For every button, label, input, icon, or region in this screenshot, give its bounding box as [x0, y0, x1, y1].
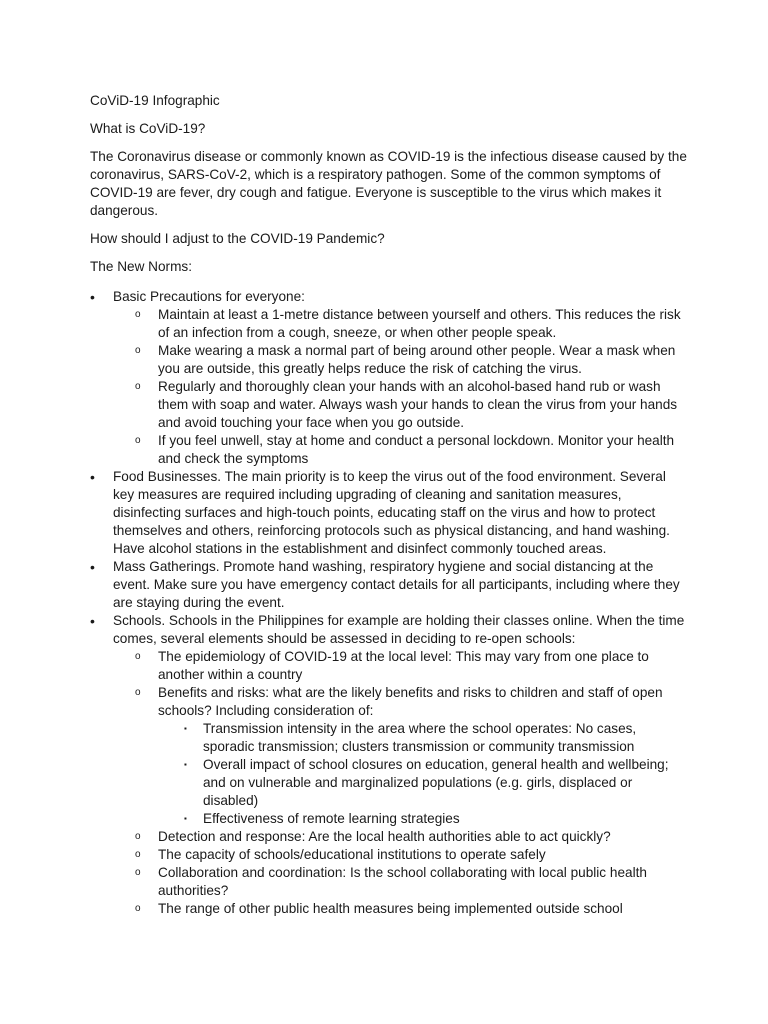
list-item — [90, 432, 690, 468]
square-marker: ▪ — [184, 724, 187, 733]
list-item-text: Mass Gatherings. Promote hand washing, respiratory hygiene and social distancing at the event. Make sure you have emergency contact details for all participants, including where they are staying during the event. — [113, 559, 680, 610]
circle-marker: o — [135, 381, 141, 392]
new-norms-heading: The New Norms: — [90, 259, 192, 274]
list-item — [90, 900, 690, 918]
intro-paragraph: The Coronavirus disease or commonly known as COVID-19 is the infectious disease caused by the coronavirus, SARS-CoV-2, which is a respiratory pathogen. Some of the common symptoms of COVID-19 are fever, dry cough and fatigue. Everyone is susceptible to the virus which makes it dangerous. — [90, 149, 687, 218]
list-item-text: Transmission intensity in the area where the school operates: No cases, sporadic transmission; clusters transmission or community transmission — [203, 721, 637, 754]
circle-marker: o — [135, 903, 141, 914]
list-item-text: The epidemiology of COVID-19 at the local level: This may vary from one place to another within a country — [158, 649, 649, 682]
list-item-text: Effectiveness of remote learning strategies — [203, 811, 460, 826]
list-item-text: If you feel unwell, stay at home and conduct a personal lockdown. Monitor your health and check the symptoms — [158, 433, 675, 466]
list-item — [90, 342, 690, 378]
list-item-label: Basic Precautions for everyone: — [113, 289, 305, 304]
circle-marker: o — [135, 849, 141, 860]
square-marker: ▪ — [184, 814, 187, 823]
question-what-is-covid: What is CoViD-19? — [90, 121, 206, 136]
list-item — [90, 720, 690, 756]
list-item-text: Benefits and risks: what are the likely benefits and risks to children and staff of open schools? Including consideration of: — [158, 685, 663, 718]
list-item — [90, 810, 690, 828]
list-item — [90, 378, 690, 432]
list-item-text: Regularly and thoroughly clean your hands with an alcohol-based hand rub or wash them with soap and water. Always wash your hands to clean the virus from your hands and avoid touching your face when you go outside. — [158, 379, 678, 430]
list-item-food-businesses — [90, 468, 690, 558]
list-item-text: Food Businesses. The main priority is to keep the virus out of the food environment. Several key measures are required including upgrading of cleaning and sanitation measures, disinfecting surfaces and high-touch points, educating staff on the virus and how to protect themselves and others, reinforcing protocols such as physical distancing, and hand washing. Have alcohol stations in the establishment and disinfect commonly touched areas. — [113, 469, 670, 556]
document-title: CoViD-19 Infographic — [90, 93, 220, 108]
list-item — [90, 828, 690, 846]
list-item — [90, 864, 690, 900]
list-item — [90, 846, 690, 864]
circle-marker: o — [135, 831, 141, 842]
bullet-marker: • — [90, 289, 95, 305]
list-item-text: Overall impact of school closures on education, general health and wellbeing; and on vulnerable and marginalized populations (e.g. girls, displaced or disabled) — [203, 757, 669, 808]
list-item-text: Make wearing a mask a normal part of being around other people. Wear a mask when you are outside, this greatly helps reduce the risk of catching the virus. — [158, 343, 676, 376]
list-item-text: Detection and response: Are the local health authorities able to act quickly? — [158, 829, 611, 844]
circle-marker: o — [135, 651, 141, 662]
document-body — [90, 92, 690, 918]
bullet-marker: • — [90, 613, 95, 629]
list-item-basic-precautions — [90, 288, 690, 306]
list-item — [90, 684, 690, 720]
list-item-text: Schools. Schools in the Philippines for example are holding their classes online. When the time comes, several elements should be assessed in deciding to re-open schools: — [113, 613, 685, 646]
list-item-text: Maintain at least a 1-metre distance between yourself and others. This reduces the risk of an infection from a cough, sneeze, or when other people speak. — [158, 307, 681, 340]
list-item-text: The range of other public health measures being implemented outside school — [158, 901, 623, 916]
list-item — [90, 648, 690, 684]
question-adjust: How should I adjust to the COVID-19 Pandemic? — [90, 231, 385, 246]
circle-marker: o — [135, 867, 141, 878]
list-item — [90, 306, 690, 342]
list-item-text: The capacity of schools/educational institutions to operate safely — [158, 847, 546, 862]
circle-marker: o — [135, 435, 141, 446]
list-item-text: Collaboration and coordination: Is the school collaborating with local public health authorities? — [158, 865, 647, 898]
list-item-schools — [90, 612, 690, 648]
list-item — [90, 756, 690, 810]
square-marker: ▪ — [184, 760, 187, 769]
circle-marker: o — [135, 687, 141, 698]
list-item-mass-gatherings — [90, 558, 690, 612]
circle-marker: o — [135, 309, 141, 320]
circle-marker: o — [135, 345, 141, 356]
norms-list — [90, 288, 690, 918]
bullet-marker: • — [90, 469, 95, 485]
bullet-marker: • — [90, 559, 95, 575]
